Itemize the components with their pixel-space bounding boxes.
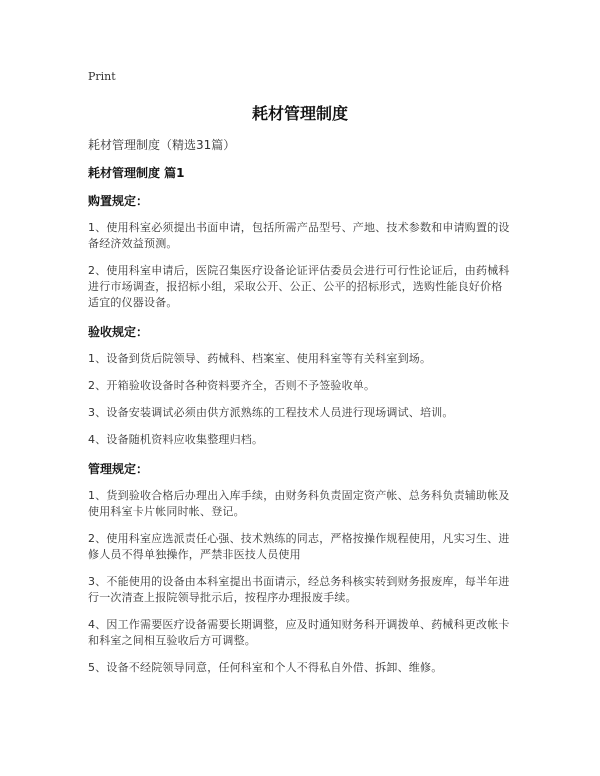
document-subtitle: 耗材管理制度（精选31篇） [88, 138, 236, 152]
section-heading-purchase: 购置规定： [88, 194, 149, 208]
document-title: 耗材管理制度 [251, 104, 348, 123]
acceptance-paragraph-4: 4、设备随机资料应收集整理归档。 [88, 433, 264, 446]
article-title: 耗材管理制度 篇1 [88, 166, 185, 180]
acceptance-paragraph-3: 3、设备安装调试必须由供方派熟练的工程技术人员进行现场调试、培训。 [88, 406, 454, 419]
purchase-paragraph-1: 1、使用科室必须提出书面申请，包括所需产品型号、产地、技术参数和申请购置的设备经济效益预测。 [88, 221, 510, 250]
section-heading-acceptance: 验收规定： [88, 325, 149, 339]
print-label: Print [88, 70, 116, 83]
acceptance-paragraph-1: 1、设备到货后院领导、药械科、档案室、使用科室等有关科室到场。 [88, 352, 432, 365]
section-heading-management: 管理规定： [88, 462, 149, 476]
purchase-paragraph-2: 2、使用科室申请后，医院召集医疗设备论证评估委员会进行可行性论证后，由药械科进行市场调查，报招标小组，采取公开、公正、公平的招标形式，选购性能良好价格适宜的仪器设备。 [88, 264, 510, 309]
management-paragraph-2: 2、使用科室应选派责任心强、技术熟练的同志，严格按操作规程使用，凡实习生、进修人员不得单独操作，严禁非医技人员使用 [88, 532, 510, 561]
section-acceptance [88, 324, 512, 448]
management-paragraph-1: 1、货到验收合格后办理出入库手续，由财务科负责固定资产帐、总务科负责辅助帐及使用科室卡片帐同时帐、登记。 [88, 489, 510, 518]
section-management [88, 461, 512, 676]
management-paragraph-4: 4、因工作需要医疗设备需要长期调整，应及时通知财务科开调拨单、药械科更改帐卡和科室之间相互验收后方可调整。 [88, 618, 510, 647]
section-purchase [88, 193, 512, 311]
management-paragraph-5: 5、设备不经院领导同意，任何科室和个人不得私自外借、拆卸、维修。 [88, 661, 443, 674]
acceptance-paragraph-2: 2、开箱验收设备时各种资料要齐全，否则不予签验收单。 [88, 379, 376, 392]
management-paragraph-3: 3、不能使用的设备由本科室提出书面请示，经总务科核实转到财务报废库，每半年进行一次清查上报院领导批示后，按程序办理报废手续。 [88, 575, 510, 604]
